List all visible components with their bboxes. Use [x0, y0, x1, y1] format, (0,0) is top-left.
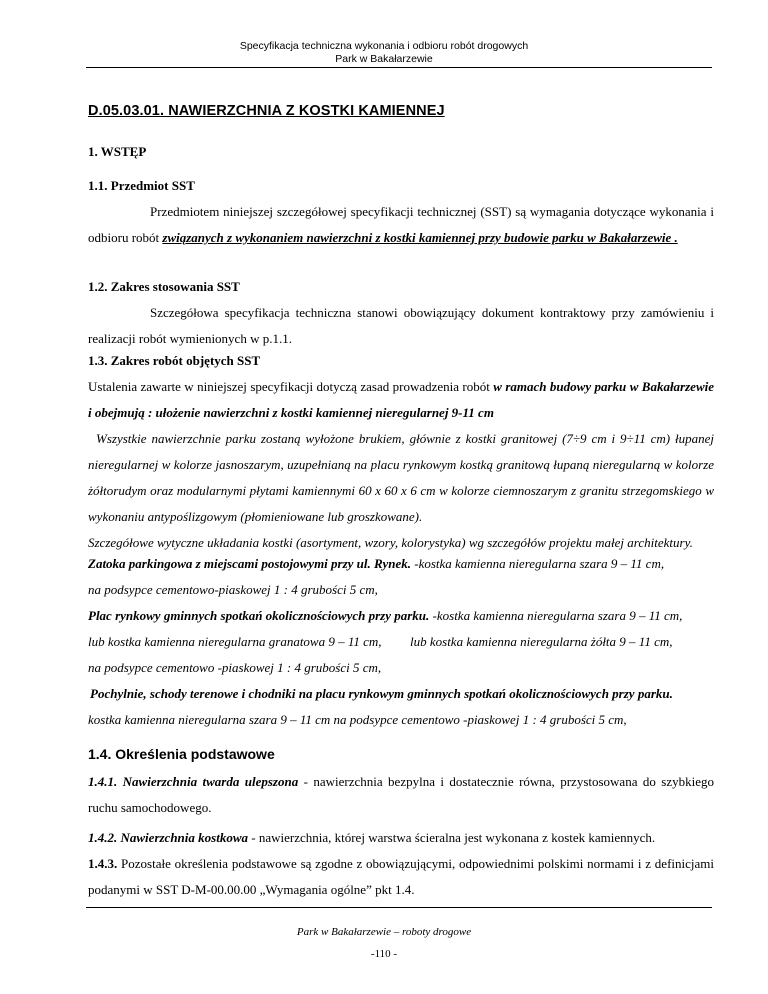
market-square-spec: -kostka kamienna nieregularna szara 9 – 11 cm,	[429, 608, 683, 623]
definition-1-4-3	[88, 851, 714, 903]
definition-1-4-1-number: 1.4.1.	[88, 774, 118, 789]
parking-bay-bedding: na podsypce cementowo-piaskowej 1 : 4 grubości 5 cm,	[88, 582, 378, 597]
market-square-line-1	[88, 608, 682, 624]
footer-text: Park w Bakałarzewie – roboty drogowe	[296, 926, 472, 938]
definition-1-4-2	[88, 825, 714, 851]
document-title: D.05.03.01. NAWIERZCHNIA Z KOSTKI KAMIENNEJ	[88, 103, 445, 119]
definition-1-4-3-text: Pozostałe określenia podstawowe są zgodne z obowiązującymi, odpowiednimi polskimi normami i z definicjami podanymi w SST D-M-00.00.00 „Wymagania ogólne” pkt 1.4.	[88, 856, 714, 897]
ramps-title: Pochylnie, schody terenowe i chodniki na placu rynkowym gminnych spotkań okolicznościowych przy parku.	[90, 686, 673, 701]
paragraph-1-2: Szczegółowa specyfikacja techniczna stanowi obowiązujący dokument kontraktowy przy zamówieniu i realizacji robót wymienionych w p.1.1.	[88, 305, 714, 346]
parking-bay-line-1	[88, 556, 664, 572]
page-number: -110 -	[370, 948, 398, 960]
definition-1-4-3-number: 1.4.3.	[88, 856, 118, 871]
header-line-1: Specyfikacja techniczna wykonania i odbioru robót drogowych	[239, 40, 529, 52]
paragraph-1-3-surfaces: Wszystkie nawierzchnie parku zostaną wyłożone brukiem, głównie z kostki granitowej (7÷9 cm i 9÷11 cm) łupanej nieregularnej w kolorze jasnoszarym, uzupełnianą na placu rynkowym kostką granitową łupaną nieregularną w kolorze żółtorudym oraz modularnymi płytami kamiennymi 60 x 60 x 6 cm w kolorze ciemnoszarym z granitu strzegomskiego w wykonaniu antypoślizgowym (płomieniowane lub groszkowane).	[88, 431, 714, 524]
market-square-navy-option: lub kostka kamienna nieregularna granatowa 9 – 11 cm,	[88, 634, 382, 649]
paragraph-1-1	[88, 199, 714, 251]
paragraph-1-1-emphasis: związanych z wykonaniem nawierzchni z kostki kamiennej przy budowie parku w Bakałarzewie .	[162, 230, 678, 245]
paragraph-1-1-text: Przedmiotem niniejszej szczegółowej specyfikacji technicznej (SST) są wymagania dotyczące wykonania i odbioru robót	[88, 204, 714, 245]
market-square-title: Plac rynkowy gminnych spotkań okolicznościowych przy parku.	[88, 608, 430, 623]
header-divider	[86, 67, 712, 68]
definition-1-4-2-term: Nawierzchnia kostkowa	[120, 830, 248, 845]
section-heading-1-2: 1.2. Zakres stosowania SST	[88, 279, 240, 294]
paragraph-1-3-guidelines: Szczegółowe wytyczne układania kostki (asortyment, wzory, kolorystyka) wg szczegółów projektu małej architektury.	[88, 535, 693, 550]
definition-1-4-2-text: - nawierzchnia, której warstwa ścieralna jest wykonana z kostek kamiennych.	[248, 830, 656, 845]
section-heading-1-4: 1.4. Określenia podstawowe	[88, 746, 275, 762]
header-line-2: Park w Bakałarzewie	[335, 53, 433, 65]
definition-1-4-1-term: Nawierzchnia twarda ulepszona	[122, 774, 299, 789]
section-heading-1-1: 1.1. Przedmiot SST	[88, 178, 195, 193]
ramps-spec: kostka kamienna nieregularna szara 9 – 11 cm na podsypce cementowo -piaskowej 1 : 4 grubości 5 cm,	[88, 712, 627, 727]
parking-bay-title: Zatoka parkingowa z miejscami postojowymi przy ul. Rynek.	[88, 556, 411, 571]
market-square-bedding: na podsypce cementowo -piaskowej 1 : 4 grubości 5 cm,	[88, 660, 382, 675]
paragraph-1-3-scope-text: Ustalenia zawarte w niniejszej specyfikacji dotyczą zasad prowadzenia robót	[88, 379, 494, 394]
market-square-yellow-option: lub kostka kamienna nieregularna żółta 9 – 11 cm,	[410, 634, 673, 649]
paragraph-1-3-scope	[88, 374, 714, 426]
definition-1-4-1-text: - nawierzchnia bezpylna i dostatecznie równa, przystosowana do szybkiego ruchu samochodowego.	[88, 774, 715, 815]
definition-1-4-1	[88, 769, 714, 821]
definition-1-4-2-number: 1.4.2.	[88, 830, 118, 845]
footer-divider	[86, 907, 712, 908]
paragraph-1-3-scope-emphasis: w ramach budowy parku w Bakałarzewie i obejmują : ułożenie nawierzchni z kostki kamiennej nieregularnej 9-11 cm	[88, 379, 714, 420]
parking-bay-spec: -kostka kamienna nieregularna szara 9 – 11 cm,	[410, 556, 665, 571]
section-heading-1: 1. WSTĘP	[88, 144, 147, 159]
section-heading-1-3: 1.3. Zakres robót objętych SST	[88, 353, 261, 368]
